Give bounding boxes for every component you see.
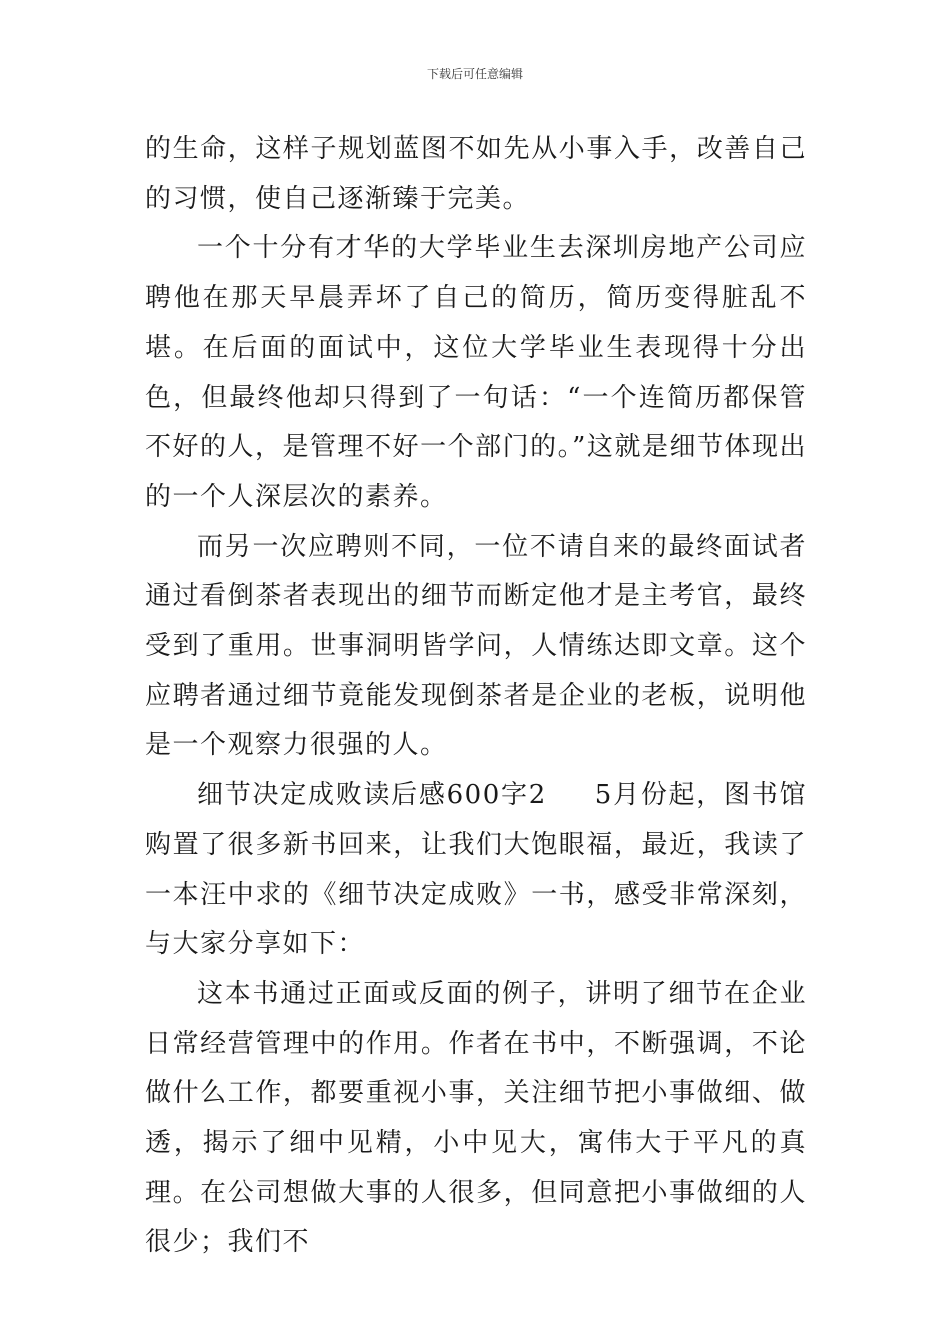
paragraph-4: [145, 771, 807, 970]
section-title: 细节决定成败读后感600字2: [197, 780, 547, 811]
paragraph-4-text: 5月份起，图书馆购置了很多新书回来，让我们大饱眼福，最近，我读了一本汪中求的《细节决定成败》一书，感受非常深刻，与大家分享如下：: [145, 780, 808, 960]
paragraph-2: 一个十分有才华的大学毕业生去深圳房地产公司应聘他在那天早晨弄坏了自己的简历，简历变得脏乱不堪。在后面的面试中，这位大学毕业生表现得十分出色，但最终他却只得到了一句话：“一个连简历都保管不好的人，是管理不好一个部门的。”这就是细节体现出的一个人深层次的素养。: [145, 233, 807, 512]
paragraph-3: 而另一次应聘则不同，一位不请自来的最终面试者通过看倒茶者表现出的细节而断定他才是主考官，最终受到了重用。世事洞明皆学问，人情练达即文章。这个应聘者通过细节竟能发现倒茶者是企业的老板，说明他是一个观察力很强的人。: [145, 531, 807, 761]
document-body: [145, 125, 807, 1268]
paragraph-5: 这本书通过正面或反面的例子，讲明了细节在企业日常经营管理中的作用。作者在书中，不断强调，不论做什么工作，都要重视小事，关注细节把小事做细、做透，揭示了细中见精，小中见大，寓伟大于平凡的真理。在公司想做大事的人很多，但同意把小事做细的人很少；我们不: [145, 978, 807, 1258]
paragraph-1: 的生命，这样子规划蓝图不如先从小事入手，改善自己的习惯，使自己逐渐臻于完美。: [145, 134, 807, 214]
page-header: 下载后可任意编辑: [426, 67, 523, 81]
